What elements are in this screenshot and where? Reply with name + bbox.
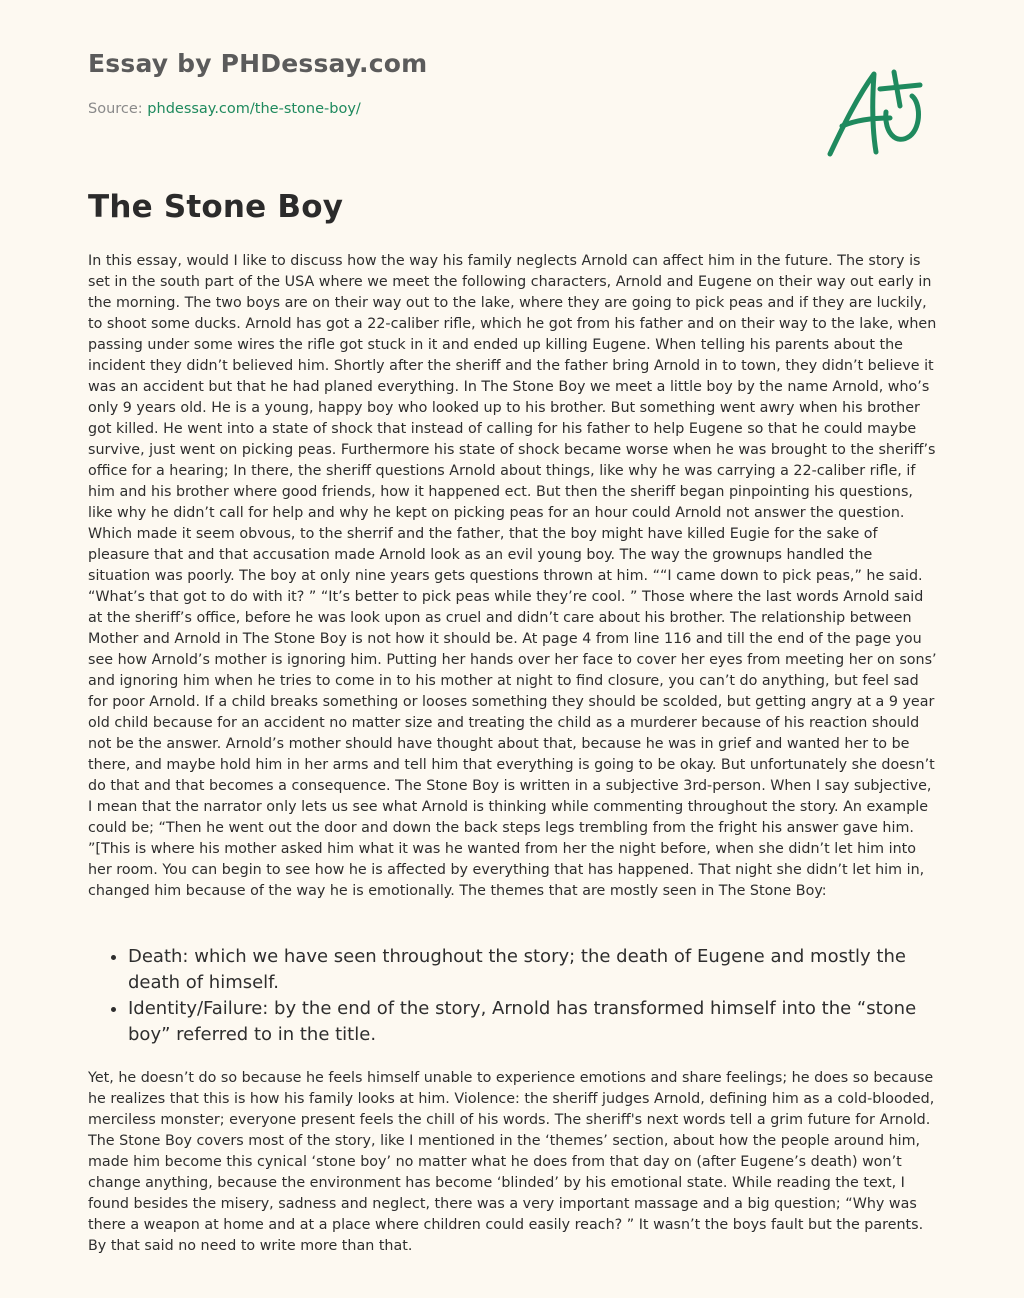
source-label: Source:: [88, 101, 143, 117]
page-title: The Stone Boy: [88, 189, 344, 225]
source-line: [88, 101, 361, 117]
themes-list: [100, 944, 958, 1048]
a-plus-logo-icon: [820, 62, 932, 164]
source-link[interactable]: phdessay.com/the-stone-boy/: [147, 101, 361, 117]
list-item-identity-failure: • Identity/Failure: by the end of the story, Arnold has transformed himself into the “stone boy” referred to in the title.: [128, 996, 958, 1048]
site-brand: Essay by PHDessay.com: [88, 49, 428, 78]
essay-paragraph-2: Yet, he doesn’t do so because he feels himself unable to experience emotions and share feelings; he does so because he realizes that this is how his family looks at him. Violence: the sheriff judges Arnold, defining him as a cold-blooded, merciless monster; everyone present feels the chill of his words. The sheriff's next words tell a grim future for Arnold. The Stone Boy covers most of the story, like I mentioned in the ‘themes’ section, about how the people around him, made him become this cynical ‘stone boy’ no matter what he does from that day on (after Eugene’s death) won’t change anything, because the environment has become ‘blinded’ by his emotional state. While reading the text, I found besides the misery, sadness and neglect, there was a very important massage and a big question; “Why was there a weapon at home and at a place where children could easily reach? ” It wasn’t the boys fault but the parents. By that said no need to write more than that.: [88, 1070, 935, 1254]
essay-paragraph-1: In this essay, would I like to discuss how the way his family neglects Arnold can affect him in the future. The story is set in the south part of the USA where we meet the following characters, Arnold and Eugene on their way out early in the morning. The two boys are on their way out to the lake, where they are going to pick peas and if they are luckily, to shoot some ducks. Arnold has got a 22-caliber rifle, which he got from his father and on their way to the lake, when passing under some wires the rifle got stuck in it and ended up killing Eugene. When telling his parents about the incident they didn’t believed him. Shortly after the sheriff and the father bring Arnold in to town, they didn’t believe it was an accident but that he had planed everything. In The Stone Boy we meet a little boy by the name Arnold, who’s only 9 years old. He is a young, happy boy who looked up to his brother. But something went awry when his brother got killed. He went into a state of shock that instead of calling for his father to help Eugene so that he could maybe survive, just went on picking peas. Furthermore his state of shock became worse when he was brought to the sheriff’s office for a hearing; In there, the sheriff questions Arnold about things, like why he was carrying a 22-caliber rifle, if him and his brother where good friends, how it happened ect. But then the sheriff began pinpointing his questions, like why he didn’t call for help and why he kept on picking peas for an hour could Arnold not answer the question. Which made it seem obvous, to the sherrif and the father, that the boy might have killed Eugie for the sake of pleasure that and that accusation made Arnold look as an evil young boy. The way the grownups handled the situation was poorly. The boy at only nine years gets questions thrown at him. ““I came down to pick peas,” he said. “What’s that got to do with it? ” “It’s better to pick peas while they’re cool. ” Those where the last words Arnold said at the sheriff’s office, before he was look upon as cruel and didn’t care about his brother. The relationship between Mother and Arnold in The Stone Boy is not how it should be. At page 4 from line 116 and till the end of the page you see how Arnold’s mother is ignoring him. Putting her hands over her face to cover her eyes from meeting her on sons’ and ignoring him when he tries to come in to his mother at night to find closure, you can’t do anything, but feel sad for poor Arnold. If a child breaks something or looses something they should be scolded, but getting angry at a 9 year old child because for an accident no matter size and treating the child as a murderer because of his reaction should not be the answer. Arnold’s mother should have thought about that, because he was in grief and wanted her to be there, and maybe hold him in her arms and tell him that everything is going to be okay. But unfortunately she doesn’t do that and that becomes a consequence. The Stone Boy is written in a subjective 3rd-person. When I say subjective, I mean that the narrator only lets us see what Arnold is thinking while commenting throughout the story. An example could be; “Then he went out the door and down the back steps legs trembling from the fright his answer gave him. ”[This is where his mother asked him what it was he wanted from her the night before, when she didn’t let him into her room. You can begin to see how he is affected by everything that has happened. That night she didn’t let him in, changed him because of the way he is emotionally. The themes that are mostly seen in The Stone Boy:: [88, 253, 937, 899]
list-item-death: • Death: which we have seen throughout the story; the death of Eugene and mostly the death of himself.: [128, 944, 958, 996]
